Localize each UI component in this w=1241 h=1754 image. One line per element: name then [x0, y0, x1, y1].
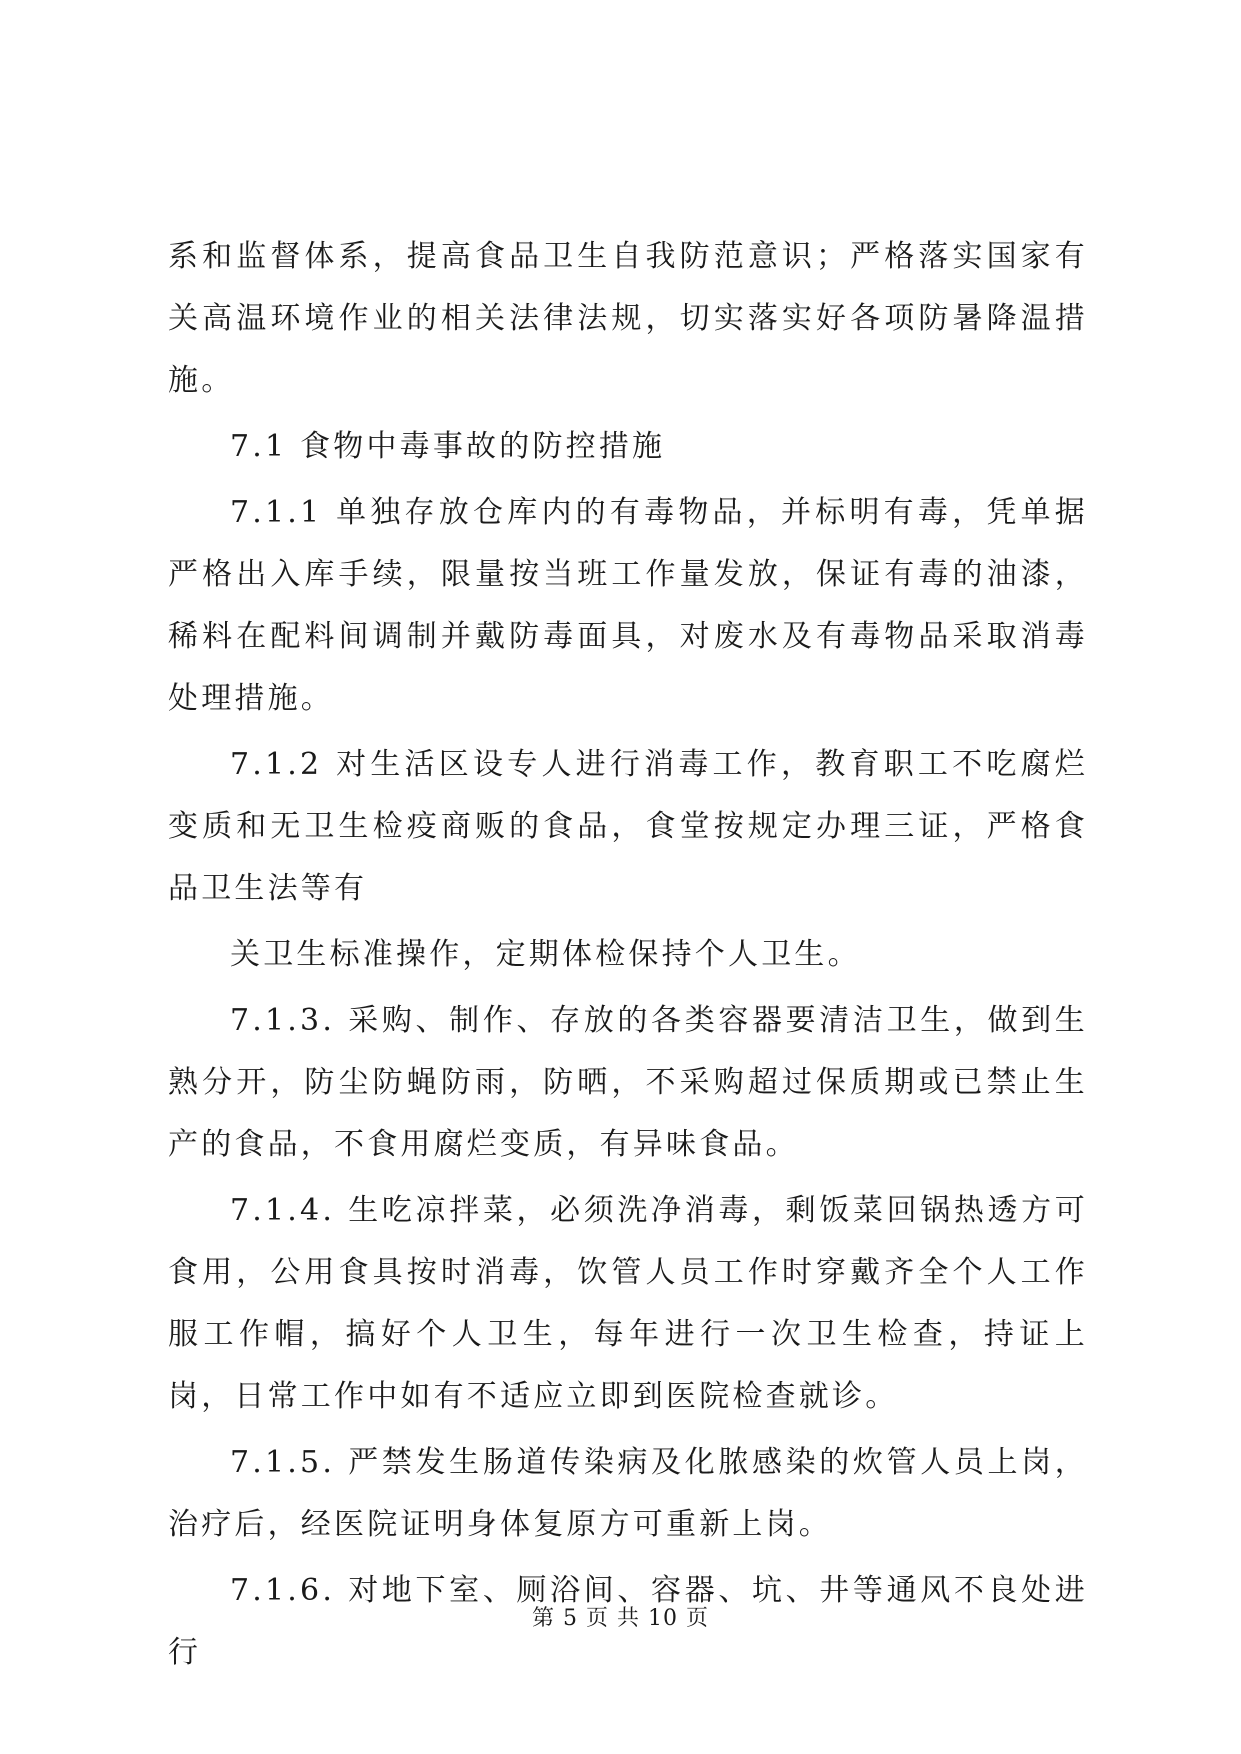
page-number-footer: 第 5 页 共 10 页 [532, 1606, 709, 1631]
document-body [168, 226, 1088, 1688]
section-heading-7-1: 7.1 食物中毒事故的防控措施 [230, 429, 666, 464]
paragraph-7-1-2-continued: 关卫生标准操作，定期体检保持个人卫生。 [230, 937, 861, 972]
paragraph-7-1-5: 7.1.5. 严禁发生肠道传染病及化脓感染的炊管人员上岗，治疗后，经医院证明身体复原方可重新上岗。 [168, 1445, 1088, 1542]
paragraph-7-1-4: 7.1.4. 生吃凉拌菜，必须洗净消毒，剩饭菜回锅热透方可食用，公用食具按时消毒，饮管人员工作时穿戴齐全个人工作服工作帽，搞好个人卫生，每年进行一次卫生检查，持证上岗，日常工作中如有不适应立即到医院检查就诊。 [168, 1193, 1088, 1414]
paragraph-7-1-1: 7.1.1 单独存放仓库内的有毒物品，并标明有毒，凭单据严格出入库手续，限量按当班工作量发放，保证有毒的油漆，稀料在配料间调制并戴防毒面具，对废水及有毒物品采取消毒处理措施。 [168, 495, 1088, 716]
paragraph-continuation: 系和监督体系，提高食品卫生自我防范意识；严格落实国家有关高温环境作业的相关法律法规，切实落实好各项防暑降温措施。 [168, 239, 1088, 398]
paragraph-7-1-2: 7.1.2 对生活区设专人进行消毒工作，教育职工不吃腐烂变质和无卫生检疫商贩的食品，食堂按规定办理三证，严格食品卫生法等有 [168, 747, 1088, 906]
paragraph-7-1-3: 7.1.3. 采购、制作、存放的各类容器要清洁卫生，做到生熟分开，防尘防蝇防雨，防晒，不采购超过保质期或已禁止生产的食品，不食用腐烂变质，有异味食品。 [168, 1003, 1088, 1162]
paragraph-7-1-6: 7.1.6. 对地下室、厕浴间、容器、坑、井等通风不良处进行 [168, 1573, 1088, 1670]
